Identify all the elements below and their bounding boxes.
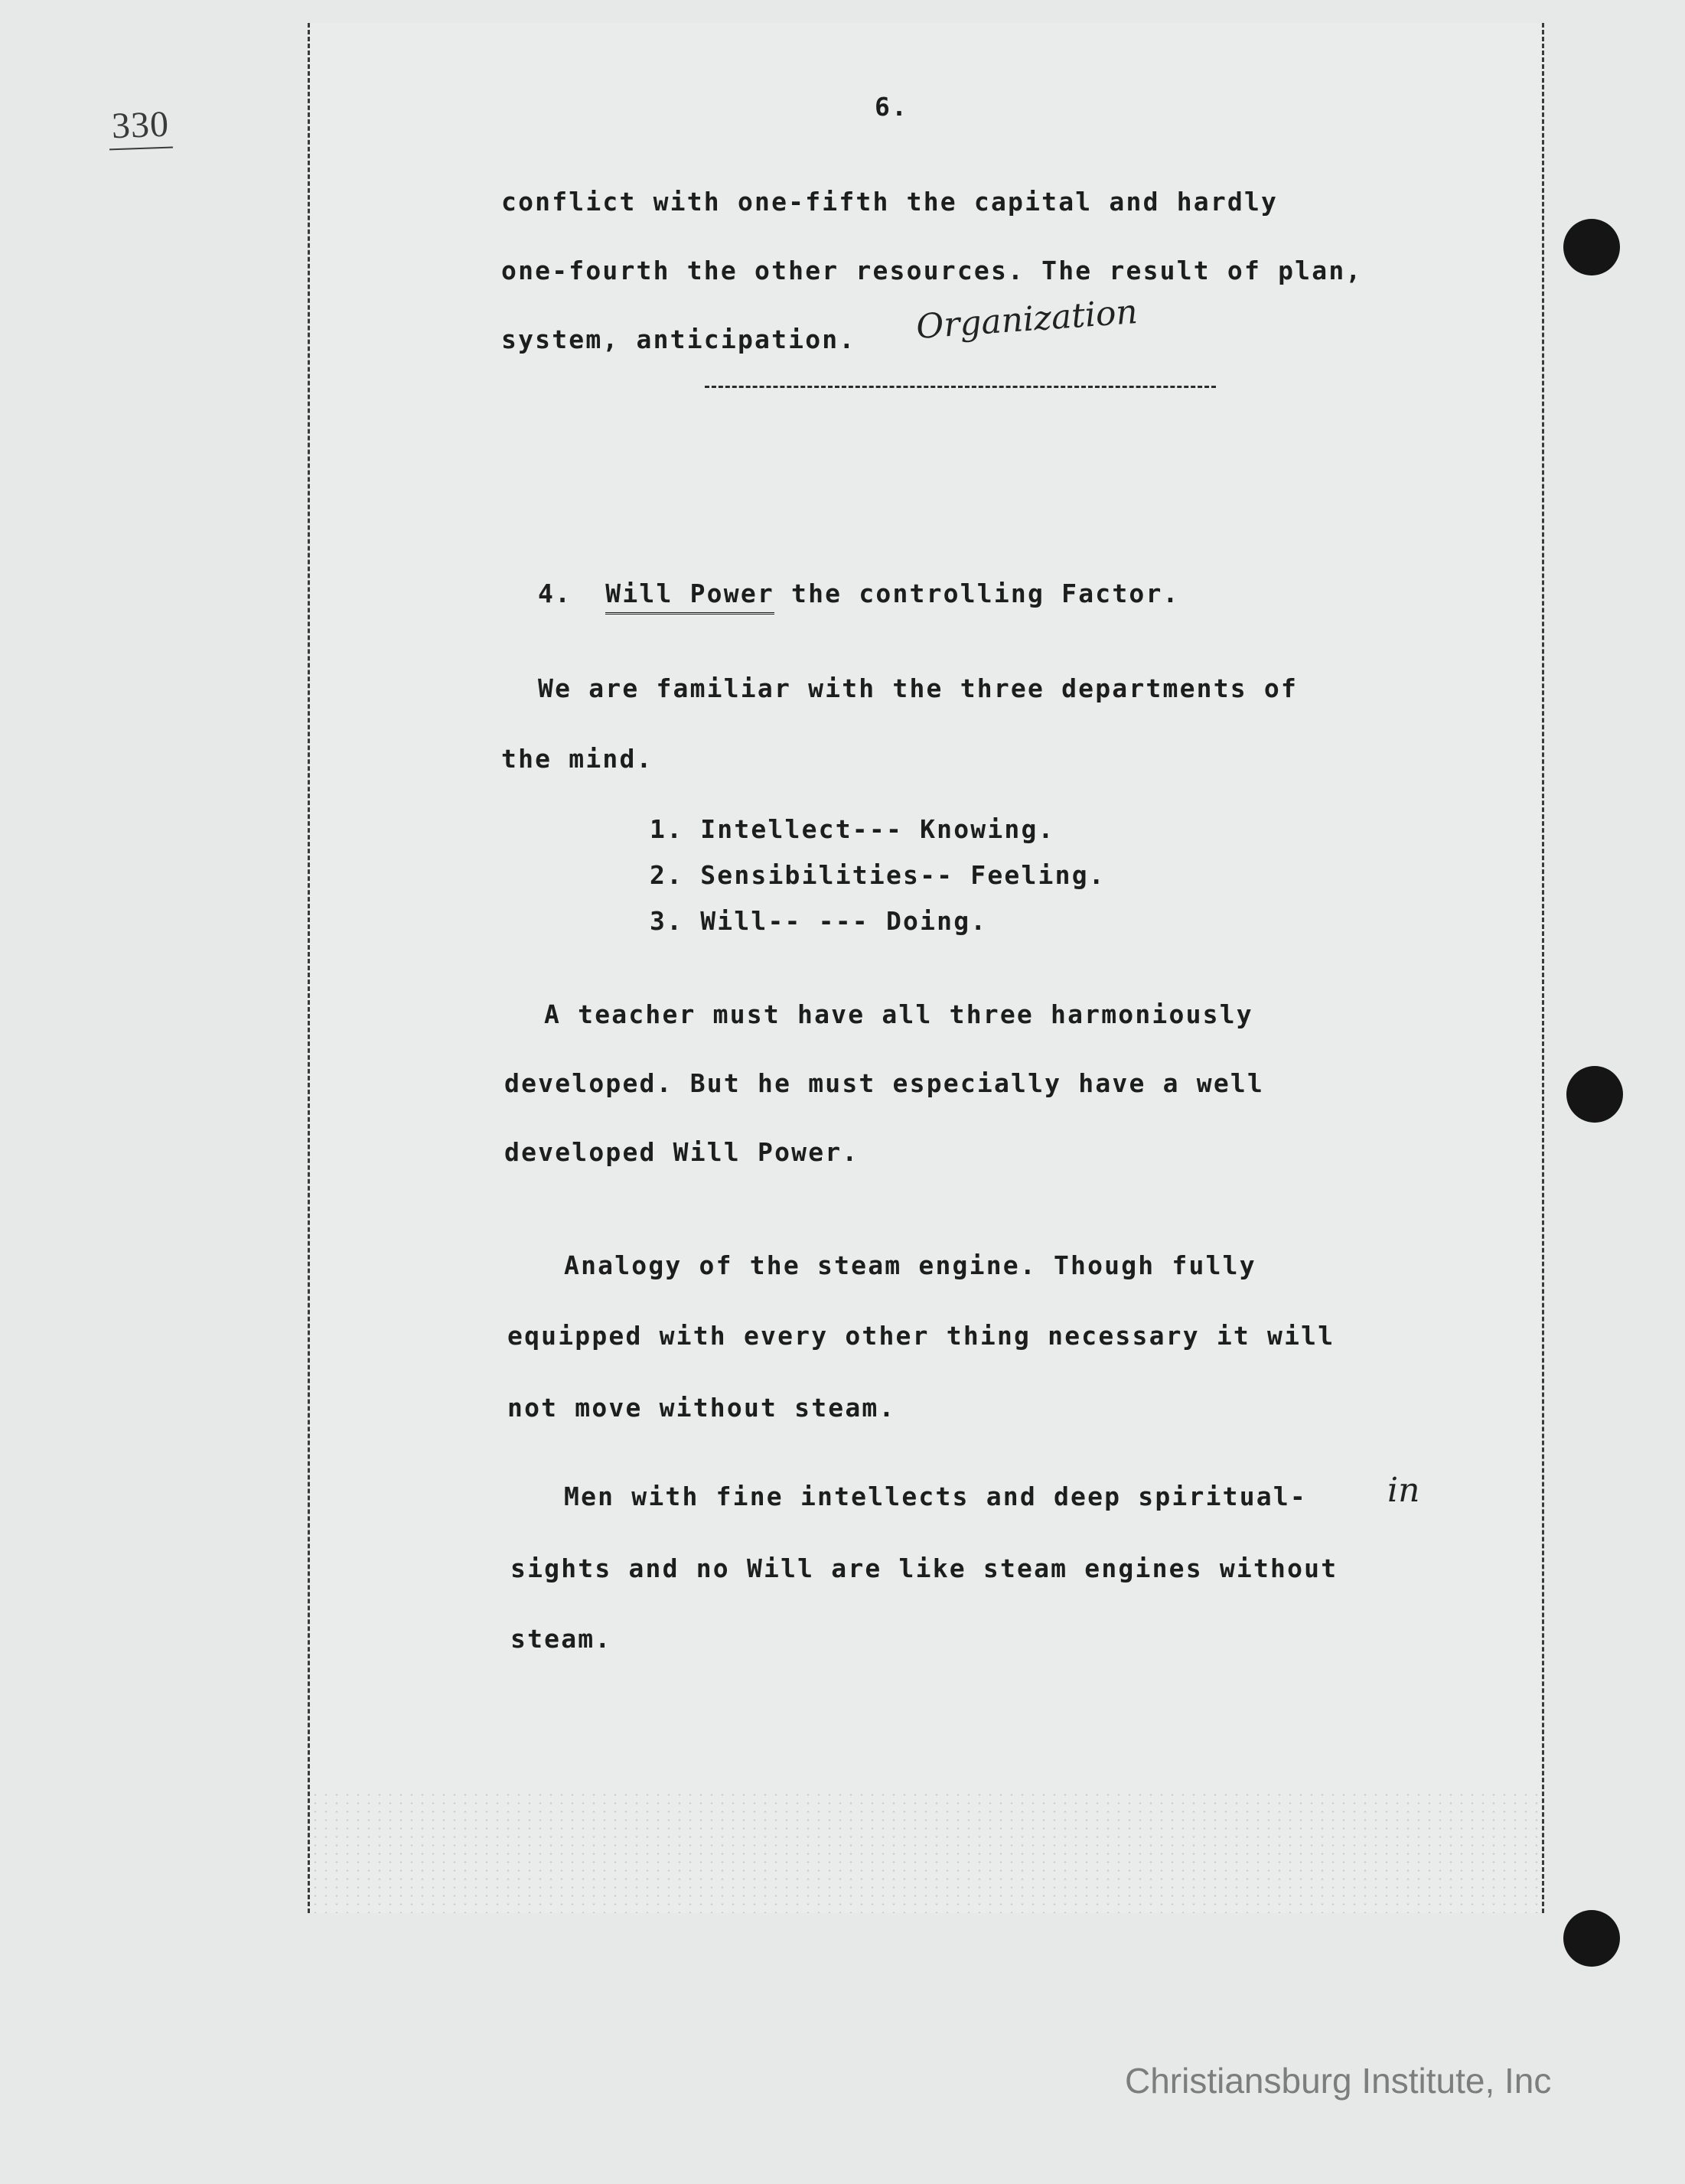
intro-line-1: conflict with one-fifth the capital and hardly <box>501 187 1279 217</box>
handwritten-insert: in <box>1387 1471 1420 1510</box>
paragraph-4-line-2: sights and no Will are like steam engines without <box>510 1553 1338 1583</box>
typed-document-page <box>308 23 1544 1913</box>
binder-hole-bottom <box>1563 1910 1620 1967</box>
page-number: 6. <box>875 92 909 122</box>
section-heading <box>538 579 1180 614</box>
list-item: 1. Intellect--- Knowing. <box>650 814 1055 844</box>
archive-watermark: Christiansburg Institute, Inc <box>1125 2061 1552 2101</box>
handwritten-note: Organization <box>914 292 1139 347</box>
intro-line-3: system, anticipation. <box>501 324 856 354</box>
paragraph-4-line-1: Men with fine intellects and deep spiritual- <box>564 1482 1307 1511</box>
heading-underlined-text: Will Power <box>605 579 774 614</box>
paragraph-3-line-1: Analogy of the steam engine. Though fully <box>564 1250 1256 1280</box>
heading-rest: the controlling Factor. <box>791 579 1180 608</box>
paragraph-3-line-3: not move without steam. <box>507 1393 896 1423</box>
binder-hole-top <box>1563 219 1620 275</box>
list-item: 2. Sensibilities-- Feeling. <box>650 860 1106 890</box>
archive-page-number: 330 <box>108 103 173 151</box>
paragraph-2-line-3: developed Will Power. <box>504 1137 859 1167</box>
binder-hole-middle <box>1566 1066 1623 1123</box>
paragraph-3-line-2: equipped with every other thing necessary it will <box>507 1321 1335 1351</box>
heading-number: 4. <box>538 579 572 608</box>
paragraph-2-line-1: A teacher must have all three harmoniously <box>544 999 1253 1029</box>
paragraph-4-line-3: steam. <box>510 1624 612 1654</box>
list-item: 3. Will-- --- Doing. <box>650 906 988 936</box>
paragraph-1-line-1: We are familiar with the three departments of <box>538 673 1299 703</box>
section-divider <box>705 386 1216 388</box>
paragraph-1-line-2: the mind. <box>501 744 653 774</box>
paragraph-2-line-2: developed. But he must especially have a well <box>504 1068 1265 1098</box>
intro-line-2: one-fourth the other resources. The result of plan, <box>501 256 1363 285</box>
